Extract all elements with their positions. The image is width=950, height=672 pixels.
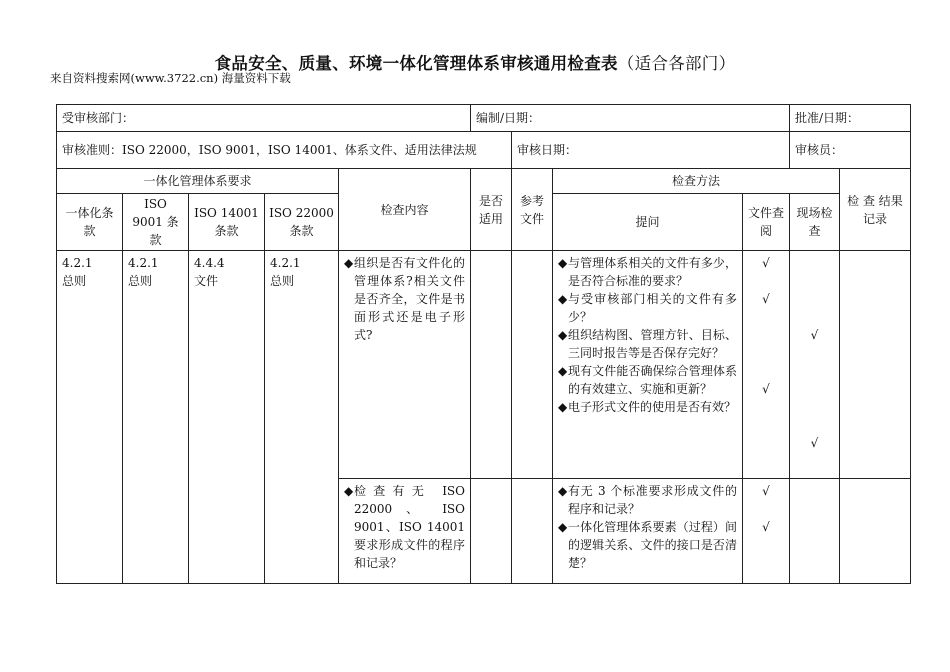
approved-cell: 批准/日期： <box>790 105 911 132</box>
integrated-clause: 4.2.1 总则 <box>57 251 123 584</box>
check-mark: √ <box>762 292 770 306</box>
auditor-cell: 审核员： <box>790 132 911 169</box>
doc-review-marks <box>743 479 790 584</box>
iso14001-header: ISO 14001 条款 <box>189 194 265 251</box>
document-title: 食品安全、质量、环境一体化管理体系审核通用检查表（适合各部门） <box>214 54 736 73</box>
audit-date-cell: 审核日期： <box>512 132 790 169</box>
site-check-header: 现场检查 <box>790 194 840 251</box>
req-group-header: 一体化管理体系要求 <box>57 169 339 194</box>
table-row <box>57 251 911 479</box>
ref-doc-header: 参考文件 <box>512 169 553 251</box>
iso22000-clause: 4.2.1 总则 <box>265 251 339 584</box>
ref-doc-cell <box>512 251 553 479</box>
result-cell <box>840 479 911 584</box>
integrated-header: 一体化条款 <box>57 194 123 251</box>
criteria-cell: 审核准则：ISO 22000，ISO 9001，ISO 14001、体系文件、适用法律法规 <box>57 132 512 169</box>
info-row-2 <box>57 132 911 169</box>
list-item: ◆ 与受审核部门相关的文件有多少？ <box>558 292 737 324</box>
method-header: 检查方法 <box>553 169 840 194</box>
list-item: ◆ 一体化管理体系要素（过程）间的逻辑关系、文件的接口是否清楚？ <box>558 520 737 570</box>
list-item: ◆ 有无 3 个标准要求形成文件的程序和记录？ <box>558 484 737 516</box>
content-header: 检查内容 <box>339 169 471 251</box>
info-row-1 <box>57 105 911 132</box>
result-header: 检 查 结果记录 <box>840 169 911 251</box>
checklist-table <box>56 104 911 584</box>
doc-review-header: 文件查阅 <box>743 194 790 251</box>
iso9001-header: ISO 9001 条款 <box>123 194 189 251</box>
ref-doc-cell <box>512 479 553 584</box>
check-mark: √ <box>810 328 819 342</box>
iso14001-clause: 4.4.4 文件 <box>189 251 265 584</box>
check-mark: √ <box>762 520 770 534</box>
applicable-header: 是否适用 <box>471 169 512 251</box>
applicable-cell <box>471 251 512 479</box>
site-check-marks <box>790 251 840 479</box>
result-cell <box>840 251 911 479</box>
question-header: 提问 <box>553 194 743 251</box>
doc-review-marks <box>743 251 790 479</box>
iso9001-clause: 4.2.1 总则 <box>123 251 189 584</box>
check-mark: √ <box>762 484 770 498</box>
list-item: ◆ 现有文件能否确保综合管理体系的有效建立、实施和更新？ <box>558 364 737 396</box>
content-cell: ◆ 组织是否有文件化的管理体系?相关文件是否齐全，文件是书面形式还是电子形式? <box>339 251 471 479</box>
check-mark: √ <box>762 256 770 270</box>
list-item: ◆ 电子形式文件的使用是否有效？ <box>558 400 737 414</box>
content-cell: ◆ 检查有无 ISO 22000 、 ISO 9001、ISO 14001 要求形成文件的程序和记录？ <box>339 479 471 584</box>
question-cell <box>553 479 743 584</box>
iso22000-header: ISO 22000 条款 <box>265 194 339 251</box>
dept-cell: 受审核部门： <box>57 105 471 132</box>
header-row-1 <box>57 169 911 194</box>
list-item: ◆ 组织结构图、管理方针、目标、三同时报告等是否保存完好？ <box>558 328 737 360</box>
question-cell <box>553 251 743 479</box>
site-check-cell <box>790 479 840 584</box>
list-item: ◆ 与管理体系相关的文件有多少，是否符合标准的要求？ <box>558 256 737 288</box>
check-mark: √ <box>762 382 770 396</box>
applicable-cell <box>471 479 512 584</box>
check-mark: √ <box>810 436 819 450</box>
source-note: 来自资料搜索网(www.3722.cn) 海量资料下载 <box>50 71 291 85</box>
prepared-cell: 编制/日期： <box>471 105 790 132</box>
